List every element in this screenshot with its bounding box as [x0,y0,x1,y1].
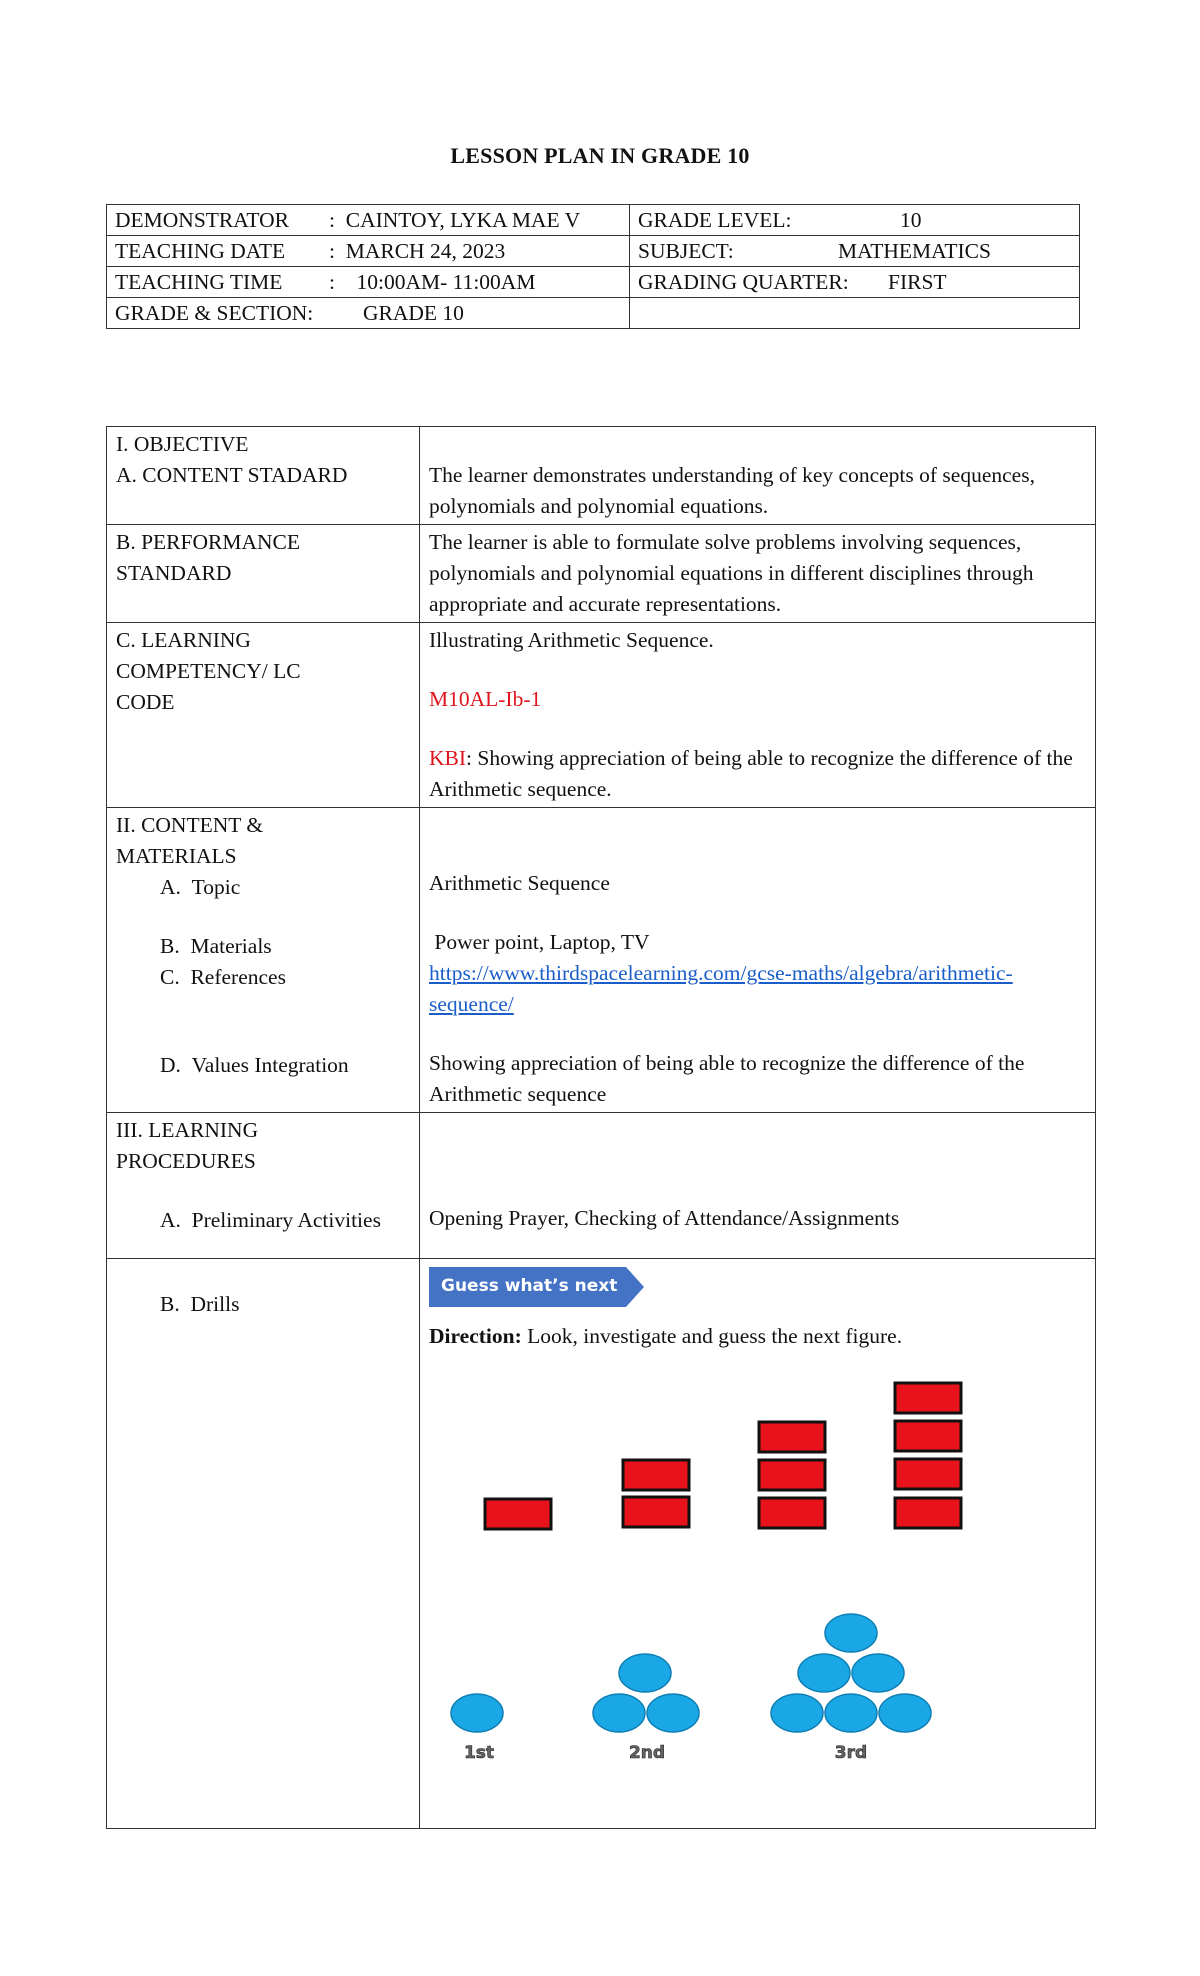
procedures-label-cell [107,1113,420,1259]
figure-label-2nd: 2nd [628,1743,666,1763]
page-title: LESSON PLAN IN GRADE 10 [450,143,750,168]
values-label: D. Values Integration [160,1053,349,1077]
procedures-cell [420,1113,1096,1259]
direction-label: Direction: [429,1324,522,1348]
preliminary-label: A. Preliminary Activities [160,1208,381,1232]
red-block [623,1460,689,1490]
competency-label-line: C. LEARNING [116,628,251,652]
subject-label: SUBJECT: [638,239,734,263]
references-link[interactable]: https://www.thirdspacelearning.com/gcse-maths/algebra/arithmetic- [429,961,1013,985]
circle-pattern [451,1614,931,1732]
objective-heading: I. OBJECTIVE [116,432,249,456]
content-heading-line: II. CONTENT & [116,813,264,837]
teaching-date-value: MARCH 24, 2023 [345,239,506,263]
rectangle-pattern [485,1383,961,1529]
grading-quarter-label: GRADING QUARTER: [638,270,849,294]
performance-standard-row [107,525,1096,623]
competency-label-line: COMPETENCY/ LC [116,659,301,683]
blue-circle [451,1694,503,1732]
info-row [107,205,1080,236]
content-materials-label-cell [107,808,420,1113]
red-block [759,1498,825,1528]
content-materials-cell [420,808,1096,1113]
red-block [895,1459,961,1489]
red-block [895,1498,961,1528]
teaching-date-cell [107,236,630,267]
procedures-heading-line: PROCEDURES [116,1149,256,1173]
values-text: Showing appreciation of being able to recognize the difference of the Arithmetic sequence [429,1051,1025,1106]
lesson-plan-table [106,426,1096,1829]
subject-cell [630,236,1080,267]
content-standard-text: The learner demonstrates understanding of key concepts of sequences, polynomials and polynomial equations. [429,463,1035,518]
competency-label-line: CODE [116,690,175,714]
guess-banner-text: Guess what’s next [441,1276,618,1296]
info-row [107,267,1080,298]
red-block [759,1422,825,1452]
grade-section-label: GRADE & SECTION: [115,301,314,325]
grade-level-value: 10 [900,208,922,232]
guess-banner [429,1267,644,1307]
grading-quarter-cell [630,267,1080,298]
red-block [895,1421,961,1451]
competency-text: Illustrating Arithmetic Sequence. [429,628,714,652]
colon: : [329,239,335,263]
demonstrator-label: DEMONSTRATOR [115,208,290,232]
red-block [623,1497,689,1527]
pattern-figure [429,1366,969,1806]
blue-circle [879,1694,931,1732]
blue-circle [771,1694,823,1732]
drills-cell [420,1259,1096,1829]
competency-row [107,623,1096,808]
empty-cell [630,298,1080,329]
performance-standard-text: The learner is able to formulate solve problems involving sequences, polynomials and polynomial equations in different disciplines through appropriate and accurate representations. [429,530,1034,616]
blue-circle [852,1654,904,1692]
colon: : [329,208,335,232]
performance-label-cell [107,525,420,623]
figure-label-1st: 1st [463,1743,495,1763]
references-label: C. References [160,965,286,989]
teaching-time-value: 10:00AM- 11:00AM [356,270,536,294]
kbi-description: : Showing appreciation of being able to recognize the difference of the Arithmetic sequence. [429,746,1073,801]
materials-label: B. Materials [160,934,272,958]
competency-label-cell [107,623,420,808]
figure-labels [464,1743,867,1763]
topic-label: A. Topic [160,875,241,899]
direction-text [429,1321,1086,1352]
drills-label-cell [107,1259,420,1829]
procedures-heading-line: III. LEARNING [116,1118,259,1142]
blue-circle [619,1654,671,1692]
content-materials-row [107,808,1096,1113]
content-heading-line: MATERIALS [116,844,237,868]
blue-circle [798,1654,850,1692]
red-block [485,1499,551,1529]
drills-row [107,1259,1096,1829]
blue-circle [825,1694,877,1732]
content-standard-cell [420,427,1096,525]
grade-section-value: GRADE 10 [363,301,464,325]
kbi-label: KBI [429,746,467,770]
lc-code: M10AL-Ib-1 [429,687,542,711]
red-block [895,1383,961,1413]
grade-level-cell [630,205,1080,236]
teaching-time-label: TEACHING TIME [115,270,283,294]
subject-value: MATHEMATICS [838,239,991,263]
info-row [107,298,1080,329]
blue-circle [593,1694,645,1732]
content-standard-label-cell [107,427,420,525]
kbi-text [429,743,1086,805]
info-row [107,236,1080,267]
references-link-continued[interactable]: sequence/ [429,992,514,1016]
grading-quarter-value: FIRST [888,270,947,294]
performance-label-line: STANDARD [116,561,232,585]
grade-section-cell [107,298,630,329]
materials-text: Power point, Laptop, TV [429,930,650,954]
red-block [759,1460,825,1490]
demonstrator-value: CAINTOY, LYKA MAE V [345,208,581,232]
competency-cell [420,623,1096,808]
figure-label-3rd: 3rd [834,1743,868,1763]
preliminary-text: Opening Prayer, Checking of Attendance/Assignments [429,1206,900,1230]
teaching-date-label: TEACHING DATE [115,239,286,263]
performance-label-line: B. PERFORMANCE [116,530,300,554]
drills-label: B. Drills [160,1292,240,1316]
content-standard-label: A. CONTENT STADARD [116,463,348,487]
colon: : [329,270,335,294]
content-standard-row [107,427,1096,525]
teaching-time-cell [107,267,630,298]
direction-body: Look, investigate and guess the next figure. [521,1324,903,1348]
blue-circle [825,1614,877,1652]
procedures-row [107,1113,1096,1259]
grade-level-label: GRADE LEVEL: [638,208,792,232]
topic-text: Arithmetic Sequence [429,871,610,895]
demonstrator-cell [107,205,630,236]
performance-standard-cell [420,525,1096,623]
blue-circle [647,1694,699,1732]
info-table [106,204,1080,329]
